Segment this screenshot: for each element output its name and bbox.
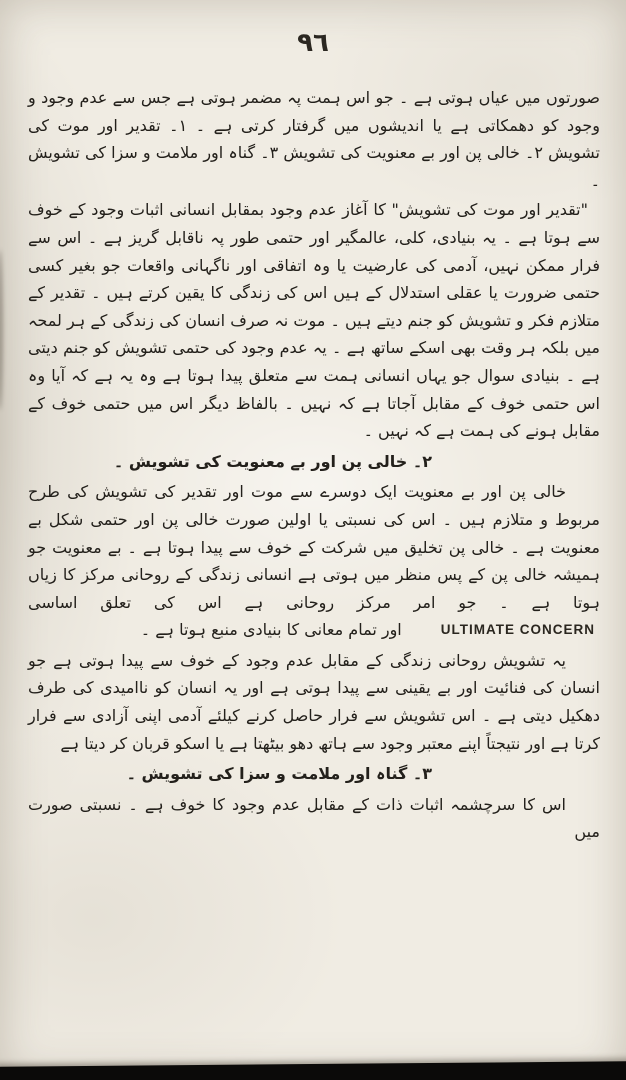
latin-term-ultimate-concern: ULTIMATE CONCERN bbox=[440, 622, 595, 638]
scan-smudge bbox=[0, 250, 3, 410]
paragraph-emptiness bbox=[28, 478, 600, 645]
urdu-text-after: اور تمام معانی کا بنیادی منبع ہوتا ہے ۔ bbox=[140, 620, 402, 640]
page-number: ٩٦ bbox=[297, 28, 329, 58]
paragraph-intro: صورتوں میں عیاں ہوتی ہے ۔ جو اس ہمت پہ مضمر ہوتی ہے جس سے عدم وجود و وجود کو دھمکاتی ہے یا اندیشوں میں گرفتار کرتی ہے ۔ ۱۔ تقدیر اور موت کی تشویش ۲۔ خالی پن اور بے معنویت کی تشویش ۳۔ گناہ اور ملامت و سزا کی تشویش ۔ bbox=[28, 88, 600, 190]
urdu-text-before: خالی پن اور بے معنویت ایک دوسرے سے موت اور تقدیر کی تشویش کی طرح مربوط و متلازم ہیں ۔ اس کی نسبتی یا اولین صورت خالی پن اور حتمی شکل بے معنویت ہے ۔ خالی پن تخلیق میں شرکت کے خوف سے پیدا ہوتا ہے ۔ بے معنویت جو ہمیشہ خالی پن کے پس منظر میں ہوتی ہے انسانی زندگی کے روحانی مرکز کا زیاں ہوتا ہے ۔ جو امر مرکز روحانی ہے اس کی تعلق اساسی bbox=[28, 482, 600, 612]
paragraph-fate-death: "تقدیر اور موت کی تشویش" کا آغاز عدم وجود بمقابل انسانی اثبات وجود کے خوف سے ہوتا ہے ۔ یہ بنیادی، کلی، عالمگیر اور حتمی طور پہ ناقابل گریز ہے ۔ اس سے فرار ممکن نہیں، آدمی کی عارضیت یا وہ اتفاقی اور ناگہانی واقعات جو بغیر کسی حتمی ضرورت یا عقلی استدلال کے ہیں اس کی زندگی کا یقین کرتے ہیں ۔ تقدیر کے متلازم فکر و تشویش کو جنم دیتے ہیں ۔ موت نہ صرف انسان کی زندگی کے ہر لمحہ میں بلکہ ہر وقت بھی اسکے ساتھ ہے ۔ یہ عدم وجود کی حتمی تشویش کو جنم دیتی ہے ۔ بنیادی سوال جو یہاں انسانی ہمت سے متعلق پیدا ہوتا ہے وہ یہ ہے کہ آیا وہ اس حتمی خوف کے مقابل آجاتا ہے کہ نہیں ۔ بالفاظ دیگر اس میں حتمی خوف کے مقابل ہونے کی ہمت ہے کہ نہیں ۔ bbox=[28, 200, 601, 441]
section-heading-guilt: ۳۔ گناہ اور ملامت و سزا کی تشویش ۔ bbox=[126, 764, 432, 784]
scan-edge bbox=[0, 1061, 626, 1080]
section-heading-emptiness: ۲۔ خالی پن اور بے معنویت کی تشویش ۔ bbox=[113, 451, 432, 471]
paragraph-guilt: اس کا سرچشمہ اثبات ذات کے مقابل عدم وجود کا خوف ہے ۔ نسبتی صورت میں bbox=[28, 794, 600, 842]
text-block bbox=[28, 84, 600, 848]
paragraph-anxiety-escape: یہ تشویش روحانی زندگی کے مقابل عدم وجود کے خوف سے پیدا ہوتی ہے جو انسان کی فنائیت اور بے یقینی سے پیدا ہوتی ہے اور یہ انسان کو ناامیدی کی طرف دھکیل دیتی ہے ۔ اس تشویش سے فرار حاصل کرنے کیلئے آدمی اپنی آزادی سے فرار کرتا ہے اور نتیجتاً اپنے معتبر وجود سے ہاتھ دھو بیٹھتا ہے یا اسکو قربان کر دیتا ہے bbox=[28, 650, 600, 753]
